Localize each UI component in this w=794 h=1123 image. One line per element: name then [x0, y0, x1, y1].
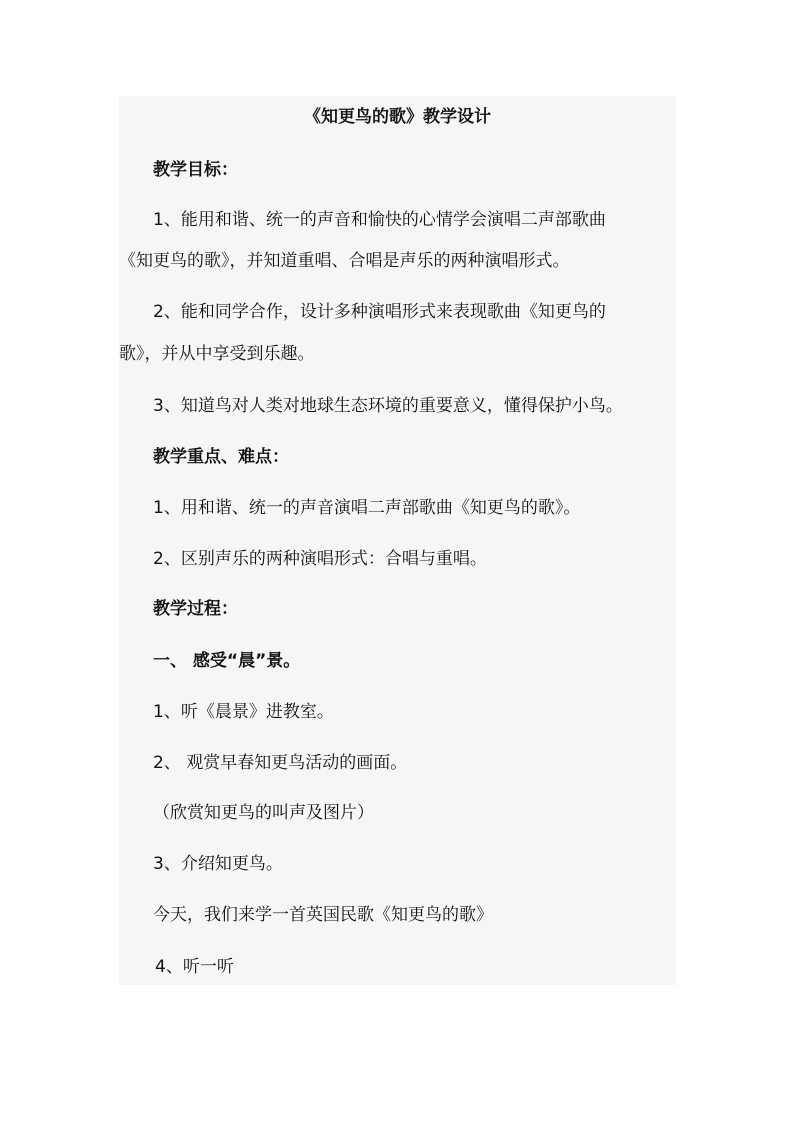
section-heading-key-points: 教学重点、难点： [153, 447, 289, 467]
objective-2-line-1: 2、能和同学合作，设计多种演唱形式来表现歌曲《知更鸟的 [153, 302, 606, 322]
document-page [119, 96, 676, 985]
process-step-2: 2、 观赏早春知更鸟活动的画面。 [153, 753, 408, 773]
key-point-1: 1、用和谐、统一的声音演唱二声部歌曲《知更鸟的歌》。 [153, 498, 581, 518]
key-point-2: 2、区别声乐的两种演唱形式：合唱与重唱。 [153, 549, 487, 569]
objective-2-line-2: 歌》，并从中享受到乐趣。 [119, 344, 315, 364]
section-heading-objectives: 教学目标： [153, 160, 238, 180]
document-title: 《知更鸟的歌》教学设计 [304, 107, 491, 127]
objective-3: 3、知道鸟对人类对地球生态环境的重要意义，懂得保护小鸟。 [153, 396, 623, 416]
objective-1-line-2: 《知更鸟的歌》，并知道重唱、合唱是声乐的两种演唱形式。 [119, 251, 570, 271]
process-step-3-text: 今天，我们来学一首英国民歌《知更鸟的歌》 [153, 905, 493, 925]
process-step-3: 3、介绍知更鸟。 [153, 854, 283, 874]
process-step-2-note: （欣赏知更鸟的叫声及图片） [153, 803, 374, 823]
section-heading-process: 教学过程： [153, 599, 238, 619]
process-step-1: 1、听《晨景》进教室。 [153, 702, 334, 722]
process-part-1-heading: 一、 感受“晨”景。 [153, 651, 301, 671]
process-step-4: 4、听一听 [155, 957, 234, 977]
objective-1-line-1: 1、能用和谐、统一的声音和愉快的心情学会演唱二声部歌曲 [153, 210, 606, 230]
